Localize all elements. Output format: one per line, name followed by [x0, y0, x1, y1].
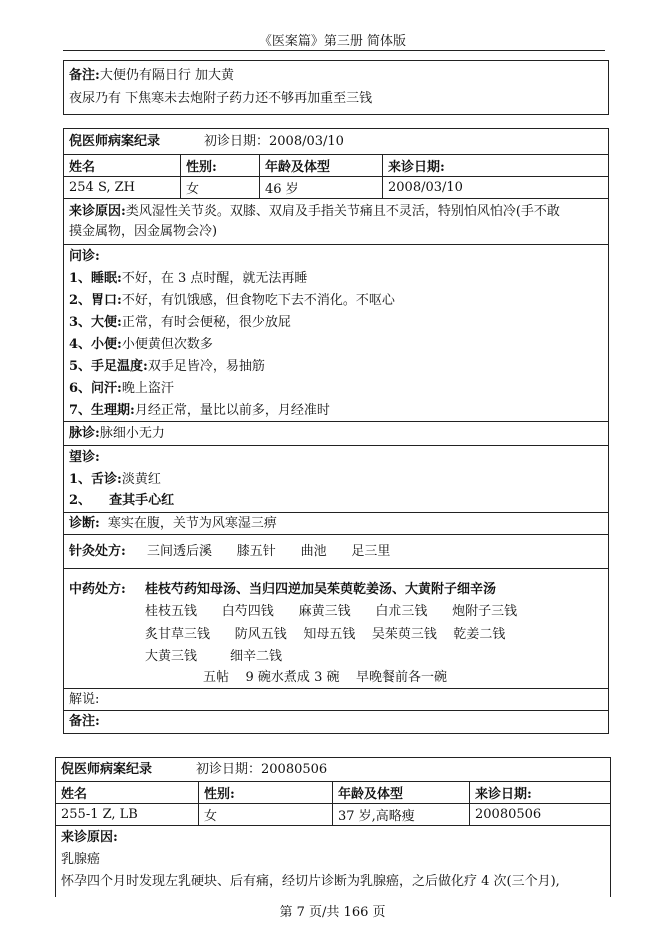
case1-tongue-label: 1、舌诊:: [69, 472, 122, 487]
case1-inquiry-row: [64, 245, 608, 422]
case1-record: [63, 128, 609, 734]
inquiry-text-menses: 月经正常，量比以前多，月经准时: [134, 403, 330, 418]
case2-reason-line-2: 怀孕四个月时发现左乳硬块、后有痛，经切片诊断为乳腺癌，之后做化疗 4 次(三个月),: [61, 874, 560, 889]
case1-reason-line-2: 摸金属物，因金属物会冷): [69, 224, 218, 239]
case1-acu-label: 针灸处方:: [69, 544, 126, 559]
case1-explain-label: 解说:: [69, 692, 100, 707]
case2-value-date: 20080506: [475, 807, 542, 822]
inquiry-label-menses: 7、生理期:: [69, 403, 135, 418]
note-line-2: 夜尿乃有 下焦寒未去炮附子药力还不够再加重至三钱: [69, 91, 373, 106]
case1-tongue-text: 淡黄红: [121, 472, 161, 487]
case1-value-age: 46 岁: [260, 177, 383, 198]
case1-look-label: 望诊:: [69, 450, 100, 465]
case2-header-sex: 性别:: [199, 782, 333, 803]
case1-first-visit: 初诊日期：2008/03/10: [204, 134, 344, 149]
case1-look-row: [64, 446, 608, 513]
case1-value-date: 2008/03/10: [388, 180, 463, 195]
case2-header-age: 年龄及体型: [333, 782, 470, 803]
case1-herb-dose: 五帖 9 碗水煮成 3 碗 早晚餐前各一碗: [203, 670, 447, 685]
inquiry-label-appetite: 2、胃口:: [69, 293, 122, 308]
case1-herb-label: 中药处方:: [69, 582, 126, 597]
case1-pulse-row: [64, 422, 608, 446]
case1-header-date: 来诊日期:: [388, 160, 445, 175]
header-rule: [63, 50, 605, 51]
case1-inquiry-label: 问诊:: [69, 249, 100, 264]
case1-remark-label: 备注:: [69, 714, 100, 729]
case1-herb-line-1: 桂枝五钱 白芍四钱 麻黄三钱 白朮三钱 炮附子三钱: [145, 604, 518, 619]
case1-herb-row: [64, 569, 608, 689]
inquiry-text-urine: 小便黄但次数多: [121, 337, 213, 352]
inquiry-label-urine: 4、小便:: [69, 337, 122, 352]
inquiry-text-sleep: 不好，在 3 点时醒，就无法再睡: [121, 271, 308, 286]
case1-header-age: 年龄及体型: [260, 155, 383, 176]
case1-values-row: [64, 177, 608, 199]
case2-first-visit: 初诊日期：20080506: [196, 762, 328, 777]
inquiry-text-temperature: 双手足皆冷，易抽筋: [147, 359, 265, 374]
case2-reason-label: 来诊原因:: [61, 830, 118, 845]
case1-value-name: 254 S, ZH: [64, 177, 181, 198]
inquiry-label-stool: 3、大便:: [69, 315, 122, 330]
case2-reason-row: [56, 826, 610, 898]
case1-title-row: [64, 129, 608, 155]
note-line-1: 大便仍有隔日行 加大黄: [99, 68, 234, 83]
case1-reason-label: 来诊原因:: [69, 204, 126, 219]
inquiry-text-sweat: 晚上盗汗: [121, 381, 174, 396]
case1-diagnosis-label: 诊断:: [69, 516, 100, 531]
case1-diagnosis-row: [64, 513, 608, 535]
case2-value-sex: 女: [199, 804, 333, 825]
case2-reason-line-1: 乳腺癌: [61, 852, 101, 867]
case1-header-sex: 性别:: [181, 155, 260, 176]
case1-explain-row: [64, 689, 608, 711]
case2-values-row: [56, 804, 610, 826]
case1-reason-line-1: 类风湿性关节炎。双膝、双肩及手指关节痛且不灵活，特别怕风怕冷(手不敢: [125, 204, 560, 219]
case1-record-title: 倪医师病案纪录: [69, 134, 161, 149]
case1-pulse-label: 脉诊:: [69, 426, 100, 441]
case1-acu-row: [64, 535, 608, 569]
inquiry-text-stool: 正常，有时会便秘，很少放屁: [121, 315, 291, 330]
note-block: [63, 60, 609, 115]
note-label: 备注:: [69, 68, 100, 83]
page-header: 《医案篇》第三册 简体版: [258, 34, 407, 49]
case2-title-row: [56, 758, 610, 782]
case1-remark-row: [64, 711, 608, 733]
case1-herb-title: 桂枝芍药知母汤、当归四逆加吴茱萸乾姜汤、大黄附子细辛汤: [145, 582, 497, 597]
case1-herb-line-3: 大黄三钱 细辛二钱: [145, 649, 283, 664]
case1-diagnosis-text: 寒实在腹，关节为风寒湿三痹: [107, 516, 277, 531]
inquiry-text-appetite: 不好，有饥饿感，但食物吃下去不消化。不呕心: [121, 293, 395, 308]
case1-header-row: [64, 155, 608, 177]
case2-record-title: 倪医师病案纪录: [61, 762, 153, 777]
case2-value-name: 255-1 Z, LB: [56, 804, 199, 825]
case1-reason-row: [64, 199, 608, 245]
page-footer: 第 7 页/共 166 页: [279, 905, 386, 920]
case2-header-row: [56, 782, 610, 804]
inquiry-label-sleep: 1、睡眠:: [69, 271, 122, 286]
inquiry-label-temperature: 5、手足温度:: [69, 359, 148, 374]
case2-header-date: 来诊日期:: [475, 787, 532, 802]
case2-record: [55, 757, 611, 897]
case1-header-name: 姓名: [64, 155, 181, 176]
case2-value-age: 37 岁,高略瘦: [333, 804, 470, 825]
case1-herb-line-2: 炙甘草三钱 防风五钱 知母五钱 吴茱萸三钱 乾姜二钱: [145, 627, 506, 642]
case1-pulse-text: 脉细小无力: [99, 426, 165, 441]
inquiry-label-sweat: 6、问汗:: [69, 381, 122, 396]
case1-look-2: 2、 查其手心红: [69, 493, 175, 508]
case1-value-sex: 女: [181, 177, 260, 198]
case1-acu-text: 三间透后溪 膝五针 曲池 足三里: [147, 544, 391, 559]
case2-header-name: 姓名: [56, 782, 199, 803]
